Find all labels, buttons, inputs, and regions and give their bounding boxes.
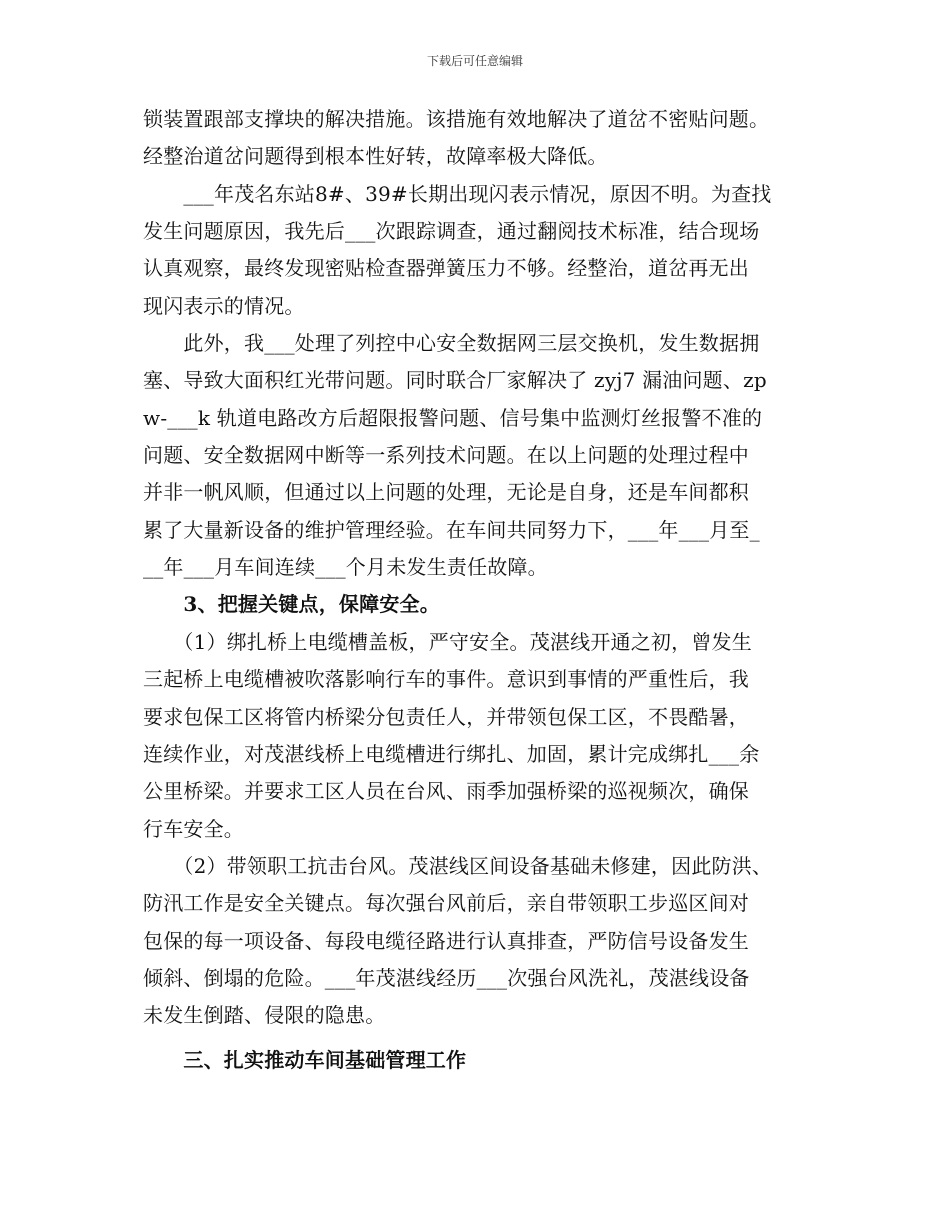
paragraph-line: 此外，我___处理了列控中心安全数据网三层交换机，发生数据拥 — [143, 331, 760, 356]
paragraph-line: 问题、安全数据网中断等一系列技术问题。在以上问题的处理过程中 — [143, 443, 749, 468]
paragraph-line: __年___月车间连续___个月未发生责任故障。 — [143, 555, 548, 580]
paragraph-line: 连续作业，对茂湛线桥上电缆槽进行绑扎、加固，累计完成绑扎___余 — [143, 741, 760, 766]
paragraph-line: ___年茂名东站8#、39#长期出现闪表示情况，原因不明。为查找 — [143, 181, 772, 206]
paragraph-line: 要求包保工区将管内桥梁分包责任人，并带领包保工区，不畏酷暑， — [143, 704, 749, 729]
paragraph-line: 包保的每一项设备、每段电缆径路进行认真排查，严防信号设备发生 — [143, 928, 749, 953]
paragraph-line: 并非一帆风顺，但通过以上问题的处理，无论是自身，还是车间都积 — [143, 480, 749, 505]
paragraph-line: 未发生倒踏、侵限的隐患。 — [143, 1003, 386, 1028]
section-heading: 3、把握关键点，保障安全。 — [143, 592, 440, 617]
paragraph-line: 发生问题原因，我先后___次跟踪调查，通过翻阅技术标准，结合现场 — [143, 219, 760, 244]
paragraph-line: w-___k 轨道电路改方后超限报警问题、信号集中监测灯丝报警不准的 — [143, 405, 763, 430]
chapter-heading: 三、扎实推动车间基础管理工作 — [143, 1047, 467, 1072]
paragraph-line: 锁装置跟部支撑块的解决措施。该措施有效地解决了道岔不密贴问题。 — [143, 107, 770, 131]
paragraph-line: 公里桥梁。并要求工区人员在台风、雨季加强桥梁的巡视频次，确保 — [143, 779, 749, 804]
paragraph-line: 认真观察，最终发现密贴检查器弹簧压力不够。经整治，道岔再无出 — [143, 256, 749, 281]
paragraph-line: （2）带领职工抗击台风。茂湛线区间设备基础未修建，因此防洪、 — [143, 853, 773, 878]
paragraph-line: （1）绑扎桥上电缆槽盖板，严守安全。茂湛线开通之初，曾发生 — [143, 629, 752, 654]
paragraph-line: 倾斜、倒塌的危险。___年茂湛线经历___次强台风洗礼，茂湛线设备 — [143, 965, 750, 990]
paragraph-line: 现闪表示的情况。 — [143, 293, 305, 318]
paragraph-line: 塞、导致大面积红光带问题。同时联合厂家解决了 zyj7 漏油问题、zp — [143, 368, 767, 393]
paragraph-line: 累了大量新设备的维护管理经验。在车间共同努力下，___年___月至_ — [143, 517, 760, 542]
document-body — [143, 101, 813, 1086]
paragraph-line: 经整治道岔问题得到根本性好转，故障率极大降低。 — [143, 144, 608, 169]
page-header: 下载后可任意编辑 — [426, 54, 523, 68]
paragraph-line: 行车安全。 — [143, 816, 244, 841]
paragraph-line: 三起桥上电缆槽被吹落影响行车的事件。意识到事情的严重性后，我 — [143, 667, 749, 692]
paragraph-line: 防汛工作是安全关键点。每次强台风前后，亲自带领职工步巡区间对 — [143, 891, 749, 916]
